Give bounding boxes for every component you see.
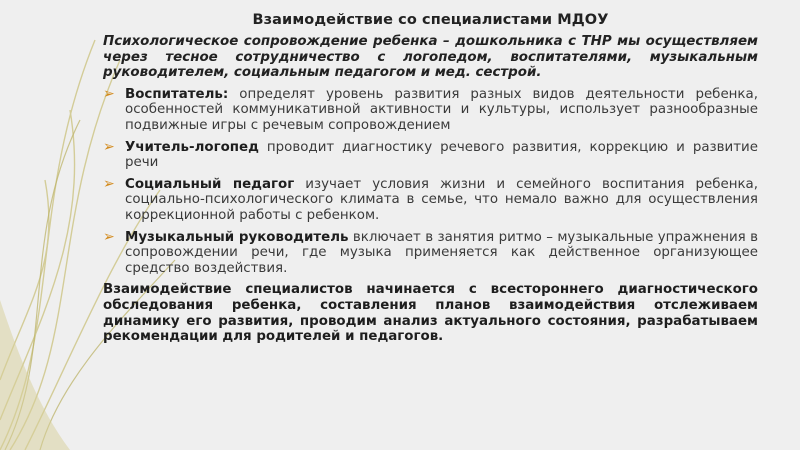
list-item (103, 230, 758, 277)
arrow-bullet-icon: ➢ (103, 228, 115, 245)
role-label: Музыкальный руководитель (125, 229, 349, 245)
role-label: Социальный педагог (125, 176, 295, 192)
conclusion-paragraph: Взаимодействие специалистов начинается с всестороннего диагностического обследования ребенка, составления планов взаимодействия отслеживаем динамику его развития, проводим анализ актуального состояния, разрабатываем рекомендации для родителей и педагогов. (103, 282, 758, 345)
page-title: Взаимодействие со специалистами МДОУ (252, 12, 609, 28)
slide-content (103, 12, 758, 345)
intro-paragraph: Психологическое сопровождение ребенка – дошкольника с ТНР мы осуществляем через тесное сотрудничество с логопедом, воспитателями, музыкальным руководителем, социальным педагогом и мед. сестрой. (103, 34, 758, 81)
arrow-bullet-icon: ➢ (103, 175, 115, 192)
list-item (103, 177, 758, 224)
arrow-bullet-icon: ➢ (103, 138, 115, 155)
role-description: определят уровень развития разных видов деятельности ребенка, особенностей коммуникативной активности и культуры, использует разнообразные подвижные игры с речевым сопровождением (125, 86, 758, 133)
role-description: включает в занятия ритмо – музыкальные упражнения в сопровождении речи, где музыка применяется как действенное организующее средство воздействия. (125, 229, 758, 276)
role-description: изучает условия жизни и семейного воспитания ребенка, социально-психологического климата в семье, что немало важно для осуществления коррекционной работы с ребенком. (125, 176, 758, 223)
arrow-bullet-icon: ➢ (103, 85, 115, 102)
role-label: Учитель-логопед (125, 139, 259, 155)
list-item (103, 87, 758, 134)
role-label: Воспитатель: (125, 86, 229, 102)
list-item (103, 140, 758, 171)
role-description: проводит диагностику речевого развития, коррекцию и развитие речи (125, 139, 758, 171)
